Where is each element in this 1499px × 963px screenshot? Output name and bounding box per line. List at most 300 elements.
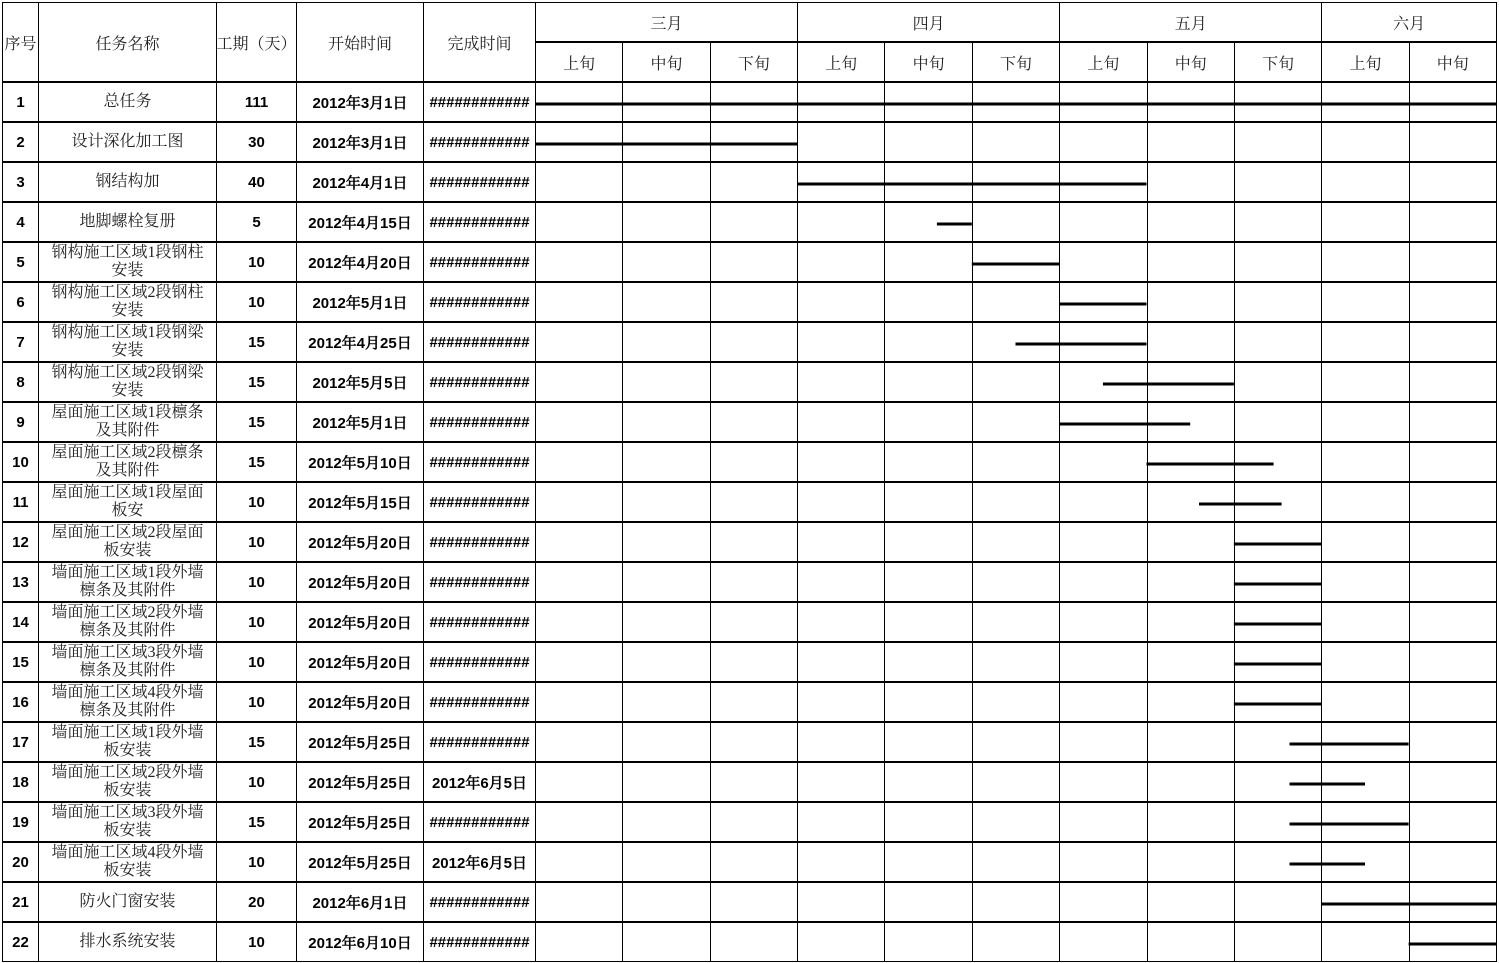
timeline-cell [623,883,709,921]
task-name: 钢构施工区域2段钢梁安装 [39,363,216,401]
timeline-cell [536,643,622,681]
timeline-cell [1235,443,1321,481]
task-index: 15 [3,643,38,681]
task-duration: 10 [217,523,296,561]
timeline-cell [1060,163,1146,201]
period-header: 上旬 [536,43,622,81]
timeline-cell [623,363,709,401]
timeline-cell [1322,403,1408,441]
timeline-cell [1410,83,1496,121]
task-duration: 10 [217,243,296,281]
timeline-cell [1322,603,1408,641]
timeline-cell [1060,683,1146,721]
timeline-cell [1235,763,1321,801]
timeline-cell [1148,283,1234,321]
timeline-cell [885,803,971,841]
month-header: 三月 [536,3,797,41]
timeline-cell [711,203,797,241]
timeline-cell [1148,683,1234,721]
timeline-cell [798,443,884,481]
task-start: 2012年5月1日 [297,403,423,441]
task-duration: 10 [217,643,296,681]
timeline-cell [1235,723,1321,761]
task-finish: ############ [424,443,535,481]
timeline-cell [798,323,884,361]
timeline-cell [1235,563,1321,601]
timeline-cell [711,923,797,961]
timeline-cell [1322,763,1408,801]
timeline-cell [1148,123,1234,161]
timeline-cell [885,163,971,201]
task-start: 2012年5月25日 [297,803,423,841]
month-header: 五月 [1060,3,1321,41]
task-name: 墙面施工区域1段外墙板安装 [39,723,216,761]
timeline-cell [711,403,797,441]
timeline-cell [1060,883,1146,921]
timeline-cell [1322,323,1408,361]
timeline-cell [973,683,1059,721]
task-duration: 10 [217,283,296,321]
timeline-cell [536,203,622,241]
timeline-cell [623,683,709,721]
task-duration: 15 [217,803,296,841]
timeline-cell [1235,843,1321,881]
task-start: 2012年5月25日 [297,843,423,881]
timeline-cell [885,323,971,361]
task-start: 2012年4月15日 [297,203,423,241]
timeline-cell [1410,923,1496,961]
period-header: 下旬 [711,43,797,81]
task-finish: 2012年6月5日 [424,763,535,801]
timeline-cell [973,843,1059,881]
timeline-cell [623,723,709,761]
timeline-cell [536,283,622,321]
task-start: 2012年6月1日 [297,883,423,921]
task-duration: 15 [217,363,296,401]
timeline-cell [1410,603,1496,641]
task-index: 19 [3,803,38,841]
task-name: 墙面施工区域3段外墙檩条及其附件 [39,643,216,681]
timeline-cell [1410,203,1496,241]
task-name: 墙面施工区域3段外墙板安装 [39,803,216,841]
timeline-cell [1322,83,1408,121]
timeline-cell [1235,923,1321,961]
timeline-cell [973,923,1059,961]
timeline-cell [1148,203,1234,241]
timeline-cell [1148,363,1234,401]
timeline-cell [1148,483,1234,521]
task-finish: ############ [424,243,535,281]
task-name: 防火门窗安装 [39,883,216,921]
timeline-cell [536,603,622,641]
task-duration: 15 [217,443,296,481]
timeline-cell [1148,403,1234,441]
timeline-cell [623,123,709,161]
task-name: 墙面施工区域2段外墙板安装 [39,763,216,801]
task-finish: 2012年6月5日 [424,843,535,881]
timeline-cell [1410,523,1496,561]
timeline-cell [798,483,884,521]
timeline-cell [1148,163,1234,201]
timeline-cell [1322,203,1408,241]
timeline-cell [1148,643,1234,681]
task-finish: ############ [424,643,535,681]
timeline-cell [711,283,797,321]
task-duration: 5 [217,203,296,241]
timeline-cell [711,243,797,281]
timeline-cell [536,83,622,121]
task-index: 2 [3,123,38,161]
timeline-cell [1410,803,1496,841]
timeline-cell [798,923,884,961]
timeline-cell [798,123,884,161]
timeline-cell [1410,483,1496,521]
timeline-cell [536,683,622,721]
task-index: 5 [3,243,38,281]
task-name: 地脚螺栓复册 [39,203,216,241]
timeline-cell [1148,563,1234,601]
timeline-cell [885,243,971,281]
timeline-cell [1235,643,1321,681]
task-name: 钢构施工区域1段钢柱安装 [39,243,216,281]
timeline-cell [1060,523,1146,561]
task-index: 13 [3,563,38,601]
task-name: 钢结构加 [39,163,216,201]
period-header: 上旬 [1322,43,1408,81]
timeline-cell [1060,483,1146,521]
period-header: 下旬 [973,43,1059,81]
timeline-cell [973,883,1059,921]
timeline-cell [973,643,1059,681]
task-index: 7 [3,323,38,361]
timeline-cell [623,163,709,201]
timeline-cell [711,163,797,201]
timeline-cell [536,123,622,161]
task-finish: ############ [424,483,535,521]
timeline-cell [536,363,622,401]
timeline-cell [536,563,622,601]
task-duration: 10 [217,923,296,961]
task-start: 2012年4月25日 [297,323,423,361]
timeline-cell [798,403,884,441]
timeline-cell [1235,523,1321,561]
timeline-cell [1235,803,1321,841]
timeline-cell [1235,323,1321,361]
period-header: 中旬 [623,43,709,81]
timeline-cell [798,83,884,121]
timeline-cell [1235,123,1321,161]
timeline-cell [885,603,971,641]
timeline-cell [798,363,884,401]
task-index: 6 [3,283,38,321]
timeline-cell [1235,203,1321,241]
timeline-cell [711,483,797,521]
timeline-cell [798,563,884,601]
task-duration: 10 [217,763,296,801]
timeline-cell [798,603,884,641]
timeline-cell [973,123,1059,161]
timeline-cell [973,723,1059,761]
timeline-cell [1148,843,1234,881]
timeline-cell [536,443,622,481]
timeline-cell [1410,563,1496,601]
timeline-cell [1148,603,1234,641]
timeline-cell [1322,883,1408,921]
timeline-cell [1060,803,1146,841]
timeline-cell [973,803,1059,841]
timeline-cell [623,603,709,641]
timeline-cell [1148,883,1234,921]
timeline-cell [1322,923,1408,961]
timeline-cell [623,523,709,561]
task-duration: 20 [217,883,296,921]
task-finish: ############ [424,563,535,601]
timeline-cell [711,523,797,561]
task-name: 钢构施工区域2段钢柱安装 [39,283,216,321]
gantt-schedule-table [2,2,1497,962]
timeline-cell [1322,683,1408,721]
task-name: 总任务 [39,83,216,121]
timeline-cell [885,203,971,241]
timeline-cell [1060,83,1146,121]
timeline-cell [798,843,884,881]
task-start: 2012年5月10日 [297,443,423,481]
timeline-cell [1410,723,1496,761]
task-index: 9 [3,403,38,441]
timeline-cell [1322,363,1408,401]
timeline-cell [885,883,971,921]
timeline-cell [711,443,797,481]
timeline-cell [973,243,1059,281]
header-name: 任务名称 [39,3,216,81]
timeline-cell [623,443,709,481]
timeline-cell [1060,923,1146,961]
timeline-cell [1410,683,1496,721]
task-finish: ############ [424,603,535,641]
timeline-cell [536,843,622,881]
timeline-cell [1410,443,1496,481]
timeline-cell [623,283,709,321]
task-index: 20 [3,843,38,881]
timeline-cell [623,483,709,521]
timeline-cell [1410,163,1496,201]
timeline-cell [1148,243,1234,281]
task-start: 2012年5月5日 [297,363,423,401]
timeline-cell [623,403,709,441]
timeline-cell [1235,483,1321,521]
timeline-cell [885,563,971,601]
timeline-cell [973,83,1059,121]
timeline-cell [1322,643,1408,681]
period-header: 中旬 [1148,43,1234,81]
timeline-cell [711,643,797,681]
timeline-cell [1060,323,1146,361]
timeline-cell [885,283,971,321]
task-name: 屋面施工区域1段檩条及其附件 [39,403,216,441]
timeline-cell [885,363,971,401]
timeline-cell [1060,603,1146,641]
task-start: 2012年3月1日 [297,83,423,121]
task-finish: ############ [424,683,535,721]
timeline-cell [798,723,884,761]
timeline-cell [798,523,884,561]
task-duration: 10 [217,683,296,721]
timeline-cell [1060,843,1146,881]
timeline-cell [711,683,797,721]
timeline-cell [798,283,884,321]
task-finish: ############ [424,523,535,561]
timeline-cell [1060,363,1146,401]
timeline-cell [1060,403,1146,441]
timeline-cell [711,883,797,921]
task-index: 12 [3,523,38,561]
task-start: 2012年5月20日 [297,563,423,601]
timeline-cell [1410,123,1496,161]
timeline-cell [1060,203,1146,241]
task-index: 21 [3,883,38,921]
timeline-cell [1148,923,1234,961]
task-name: 屋面施工区域2段檩条及其附件 [39,443,216,481]
timeline-cell [536,923,622,961]
task-duration: 10 [217,843,296,881]
timeline-cell [798,763,884,801]
task-finish: ############ [424,323,535,361]
task-start: 2012年4月20日 [297,243,423,281]
timeline-cell [1235,243,1321,281]
timeline-cell [973,203,1059,241]
timeline-cell [623,763,709,801]
task-start: 2012年6月10日 [297,923,423,961]
timeline-cell [798,883,884,921]
timeline-cell [798,203,884,241]
timeline-cell [798,683,884,721]
timeline-cell [885,523,971,561]
timeline-cell [1322,723,1408,761]
task-name: 屋面施工区域1段屋面板安 [39,483,216,521]
timeline-cell [536,323,622,361]
timeline-cell [711,83,797,121]
timeline-cell [711,563,797,601]
timeline-cell [1322,243,1408,281]
timeline-cell [1410,323,1496,361]
timeline-cell [711,363,797,401]
timeline-cell [1060,763,1146,801]
timeline-cell [623,843,709,881]
timeline-cell [885,923,971,961]
timeline-cell [973,763,1059,801]
timeline-cell [711,803,797,841]
task-duration: 10 [217,483,296,521]
task-name: 墙面施工区域4段外墙板安装 [39,843,216,881]
timeline-cell [1410,243,1496,281]
task-duration: 10 [217,603,296,641]
task-index: 18 [3,763,38,801]
timeline-cell [885,763,971,801]
timeline-cell [1322,843,1408,881]
period-header: 下旬 [1235,43,1321,81]
timeline-cell [623,563,709,601]
task-duration: 15 [217,323,296,361]
header-index: 序号 [3,3,38,81]
timeline-cell [1235,603,1321,641]
task-finish: ############ [424,403,535,441]
task-start: 2012年5月20日 [297,643,423,681]
task-duration: 15 [217,723,296,761]
timeline-cell [973,363,1059,401]
task-start: 2012年3月1日 [297,123,423,161]
task-index: 3 [3,163,38,201]
timeline-cell [1148,523,1234,561]
task-finish: ############ [424,883,535,921]
timeline-cell [1410,883,1496,921]
timeline-cell [973,443,1059,481]
timeline-cell [623,923,709,961]
task-duration: 30 [217,123,296,161]
timeline-cell [536,763,622,801]
timeline-cell [973,163,1059,201]
timeline-cell [1148,323,1234,361]
timeline-cell [973,323,1059,361]
task-name: 墙面施工区域4段外墙檩条及其附件 [39,683,216,721]
period-header: 中旬 [885,43,971,81]
task-duration: 40 [217,163,296,201]
timeline-cell [1322,803,1408,841]
timeline-cell [973,603,1059,641]
timeline-cell [623,203,709,241]
timeline-cell [1322,483,1408,521]
timeline-cell [536,483,622,521]
timeline-cell [1235,83,1321,121]
timeline-cell [1235,363,1321,401]
timeline-cell [536,803,622,841]
task-start: 2012年5月20日 [297,683,423,721]
timeline-cell [1322,563,1408,601]
timeline-cell [1410,643,1496,681]
task-finish: ############ [424,803,535,841]
task-start: 2012年5月20日 [297,603,423,641]
task-index: 14 [3,603,38,641]
timeline-cell [1235,683,1321,721]
timeline-cell [711,123,797,161]
timeline-cell [1410,403,1496,441]
timeline-cell [1322,523,1408,561]
timeline-cell [798,803,884,841]
timeline-cell [885,83,971,121]
timeline-cell [1322,163,1408,201]
task-name: 墙面施工区域1段外墙檩条及其附件 [39,563,216,601]
timeline-cell [973,523,1059,561]
task-start: 2012年5月25日 [297,763,423,801]
timeline-cell [1235,163,1321,201]
task-start: 2012年5月1日 [297,283,423,321]
timeline-cell [1060,723,1146,761]
timeline-cell [623,83,709,121]
task-index: 22 [3,923,38,961]
timeline-cell [536,523,622,561]
timeline-cell [798,163,884,201]
task-start: 2012年5月15日 [297,483,423,521]
timeline-cell [1148,763,1234,801]
timeline-cell [1410,763,1496,801]
timeline-cell [1060,283,1146,321]
task-index: 8 [3,363,38,401]
timeline-cell [536,163,622,201]
timeline-cell [711,603,797,641]
timeline-cell [885,483,971,521]
timeline-cell [623,803,709,841]
timeline-cell [623,643,709,681]
task-finish: ############ [424,123,535,161]
